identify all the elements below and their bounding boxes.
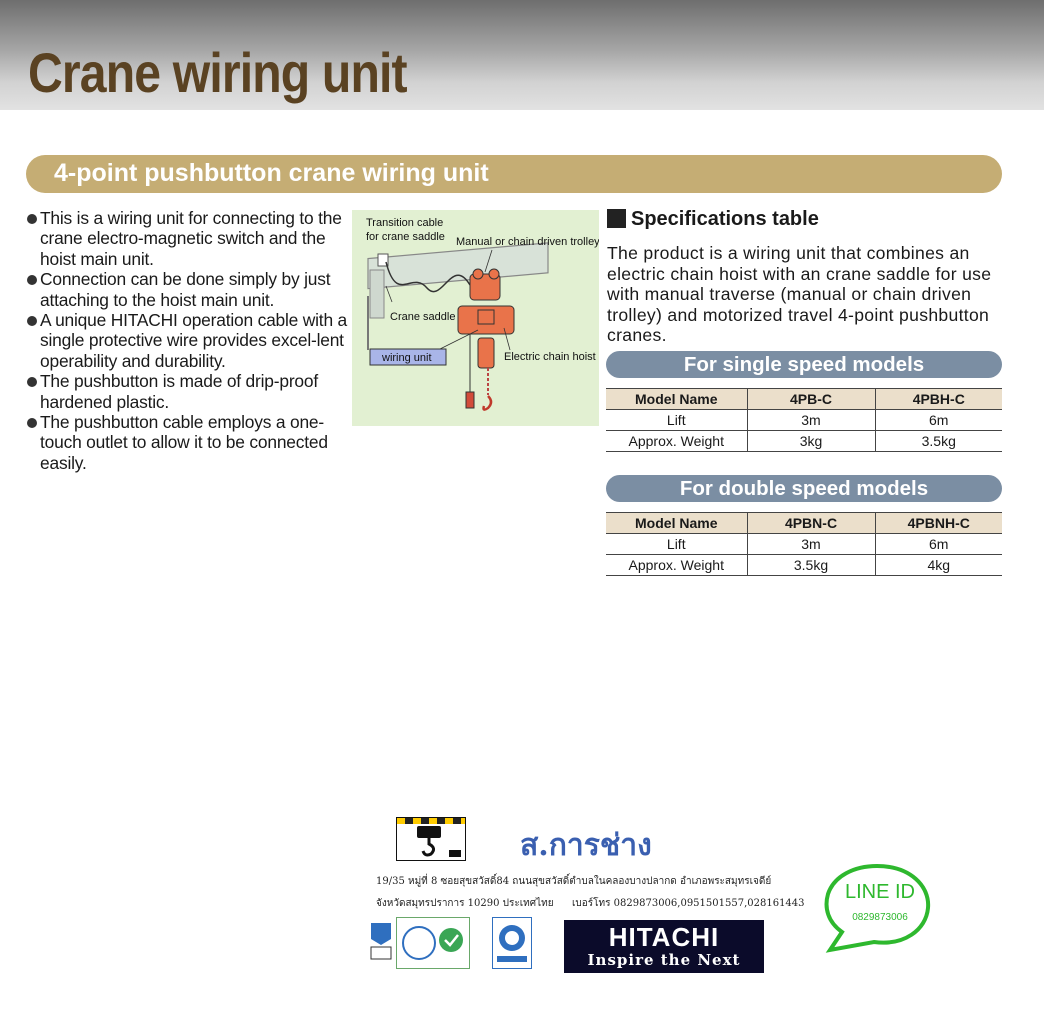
section-heading-bar (26, 155, 1002, 193)
double-speed-table (606, 512, 1002, 576)
feature-list (26, 208, 348, 473)
spec-title: Specifications table (631, 208, 819, 230)
feature-item: The pushbutton is made of drip-proof hardened plastic. (26, 371, 348, 412)
page-header (0, 0, 1044, 110)
bullet-icon (27, 316, 37, 326)
double-speed-heading-bar (606, 475, 1002, 502)
bullet-icon (27, 275, 37, 285)
square-bullet-icon (607, 209, 626, 228)
crane-hook-icon (397, 824, 465, 860)
table-cell: 3m (747, 534, 875, 555)
table-row (606, 555, 1002, 576)
bullet-icon (27, 214, 37, 224)
brand-tagline: Inspire the Next (587, 951, 741, 969)
table-cell: 3kg (747, 431, 875, 452)
line-id-badge (822, 862, 932, 954)
table-row (606, 431, 1002, 452)
spec-description: The product is a wiring unit that combines an electric chain hoist with an crane saddle for use with manual traverse (manual or chain driven trolley) and motorized travel 4-point pushbutton cranes. (607, 243, 992, 346)
feature-item: Connection can be done simply by just attaching to the hoist main unit. (26, 269, 348, 310)
table-row (606, 534, 1002, 555)
line-id-number: 0829873006 (852, 912, 908, 923)
line-id-label: LINE ID (844, 881, 916, 903)
diagram-label-trolley: Manual or chain driven trolley (456, 236, 599, 248)
single-speed-heading-bar (606, 351, 1002, 378)
bullet-icon (27, 418, 37, 428)
table-cell: Approx. Weight (606, 431, 747, 452)
bullet-icon (27, 377, 37, 387)
table-header-cell: 4PB-C (747, 389, 875, 410)
shop-phone: เบอร์โทร 0829873006,0951501557,028161443 (572, 898, 805, 909)
table-cell: 3.5kg (875, 431, 1002, 452)
table-cell: 3.5kg (747, 555, 875, 576)
crane-diagram-illustration (352, 210, 599, 426)
table-cell: Approx. Weight (606, 555, 747, 576)
table-header-row (606, 389, 1002, 410)
diagram-label-transition-1: Transition cable (366, 217, 444, 229)
section-heading: 4-point pushbutton crane wiring unit (54, 159, 489, 187)
crane-diagram (352, 210, 599, 426)
iso-cert-icon (396, 917, 470, 969)
diagram-label-hoist: Electric chain hoist (504, 351, 596, 363)
feature-item: This is a wiring unit for connecting to the crane electro-magnetic switch and the hoist main unit. (26, 208, 348, 269)
table-cell: Lift (606, 410, 747, 431)
table-header-cell: 4PBN-C (747, 513, 875, 534)
shop-name: ส.การช่าง (520, 828, 652, 863)
shop-logo (396, 817, 466, 861)
table-cell: 6m (875, 410, 1002, 431)
table-cell: 3m (747, 410, 875, 431)
speech-bubble-icon (822, 862, 932, 954)
diagram-label-transition-2: for crane saddle (366, 231, 445, 243)
table-header-cell: Model Name (606, 513, 747, 534)
diagram-label-wiring: wiring unit (382, 352, 432, 364)
diagram-label-saddle: Crane saddle (390, 311, 456, 323)
feature-item: The pushbutton cable employs a one-touch outlet to allow it to be connected easily. (26, 412, 348, 473)
single-speed-heading: For single speed models (683, 353, 925, 376)
hitachi-logo (564, 920, 764, 973)
table-header-cell: 4PBH-C (875, 389, 1002, 410)
table-cell: Lift (606, 534, 747, 555)
table-header-row (606, 513, 1002, 534)
table-row (606, 410, 1002, 431)
jqa-cert-icon (492, 917, 532, 969)
shop-address-line1: 19/35 หมู่ที่ 8 ซอยสุขสวัสดิ์84 ถนนสุขสวัสดิ์ตำบลในคลองบางปลากด อำเภอพระสมุทรเจดีย์ (376, 876, 772, 887)
double-speed-heading: For double speed models (679, 477, 929, 500)
table-header-cell: 4PBNH-C (875, 513, 1002, 534)
table-cell: 6m (875, 534, 1002, 555)
feature-item: A unique HITACHI operation cable with a single protective wire provides excel-lent operability and durability. (26, 310, 348, 371)
table-header-cell: Model Name (606, 389, 747, 410)
nb-cert-icon (369, 921, 393, 961)
single-speed-table (606, 388, 1002, 452)
shop-address-line2: จังหวัดสมุทรปราการ 10290 ประเทศไทย (376, 898, 554, 909)
brand-name: HITACHI (608, 922, 720, 952)
page-title: Crane wiring unit (28, 41, 407, 104)
table-cell: 4kg (875, 555, 1002, 576)
